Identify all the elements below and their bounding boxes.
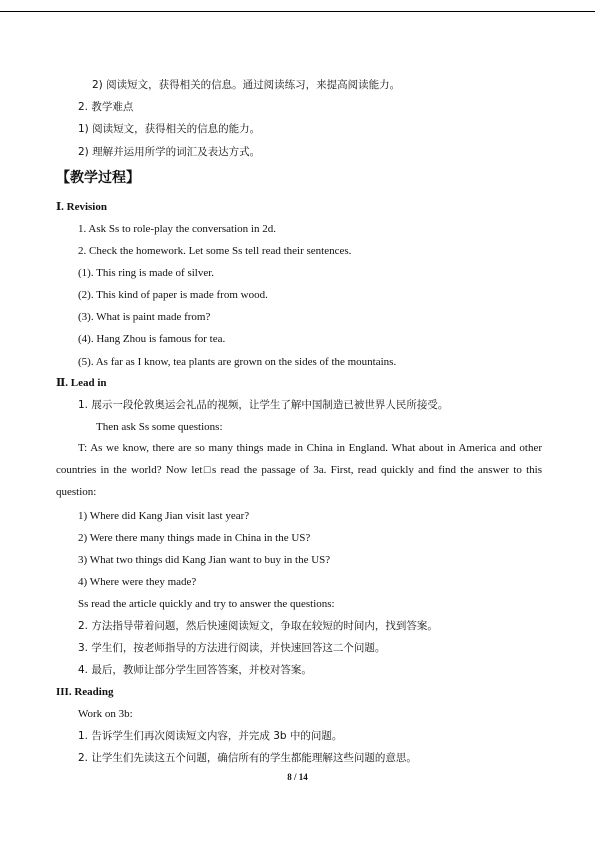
difficulty-item-2: 2) 理解并运用所学的词汇及表达方式。 (78, 146, 261, 158)
reading-item-1: 1. 告诉学生们再次阅读短文内容，并完成 3b 中的问题。 (78, 730, 343, 742)
question-4: 4) Where were they made? (78, 576, 197, 588)
leadin-item-1: 1. 展示一段伦敦奥运会礼品的视频，让学生了解中国制造已被世界人民所接受。 (78, 399, 449, 411)
revision-item-1: 1. Ask Ss to role-play the conversation in 2d. (78, 223, 276, 235)
section-teaching-process: 【教学过程】 (56, 170, 140, 186)
leadin-item-2: 2. 方法指导带着问题，然后快速阅读短文，争取在较短的时间内，找到答案。 (78, 620, 438, 632)
revision-sentence-4: (4). Hang Zhou is famous for tea. (78, 333, 226, 345)
difficulty-item-1: 1) 阅读短文，获得相关的信息的能力。 (78, 123, 261, 135)
revision-sentence-1: (1). This ring is made of silver. (78, 267, 215, 279)
header-rule (0, 11, 595, 12)
reading-item-2: 2. 让学生们先读这五个问题，确信所有的学生都能理解这些问题的意思。 (78, 752, 417, 764)
question-3: 3) What two things did Kang Jian want to buy in the US? (78, 554, 331, 566)
revision-sentence-2: (2). This kind of paper is made from wood. (78, 289, 268, 301)
page-number: 8 / 14 (287, 772, 308, 782)
reading-heading: III. Reading (56, 686, 114, 698)
question-1: 1) Where did Kang Jian visit last year? (78, 510, 250, 522)
leadin-instruction: Ss read the article quickly and try to answer the questions: (78, 598, 335, 610)
difficulty-heading: 2. 教学难点 (78, 101, 134, 113)
leadin-heading: Ⅱ. Lead in (56, 377, 107, 389)
question-2: 2) Were there many things made in China in the US? (78, 532, 311, 544)
leadin-item-4: 4. 最后，教师让部分学生回答答案，并校对答案。 (78, 664, 312, 676)
leadin-paragraph: T: As we know, there are so many things made in China in England. What about in America and other countries in the world? Now let□s read the passage of 3a. First, read quickly and find the answer to this question: (56, 442, 542, 498)
objective-line-2: 2) 阅读短文，获得相关的信息。通过阅读练习，来提高阅读能力。 (92, 79, 401, 91)
leadin-item-3: 3. 学生们，按老师指导的方法进行阅读，并快速回答这二个问题。 (78, 642, 386, 654)
revision-sentence-3: (3). What is paint made from? (78, 311, 211, 323)
leadin-questions-intro: Then ask Ss some questions: (96, 421, 223, 433)
revision-heading: Ⅰ. Revision (56, 201, 107, 213)
reading-work-on: Work on 3b: (78, 708, 133, 720)
revision-item-2: 2. Check the homework. Let some Ss tell read their sentences. (78, 245, 352, 257)
revision-sentence-5: (5). As far as I know, tea plants are grown on the sides of the mountains. (78, 356, 397, 368)
